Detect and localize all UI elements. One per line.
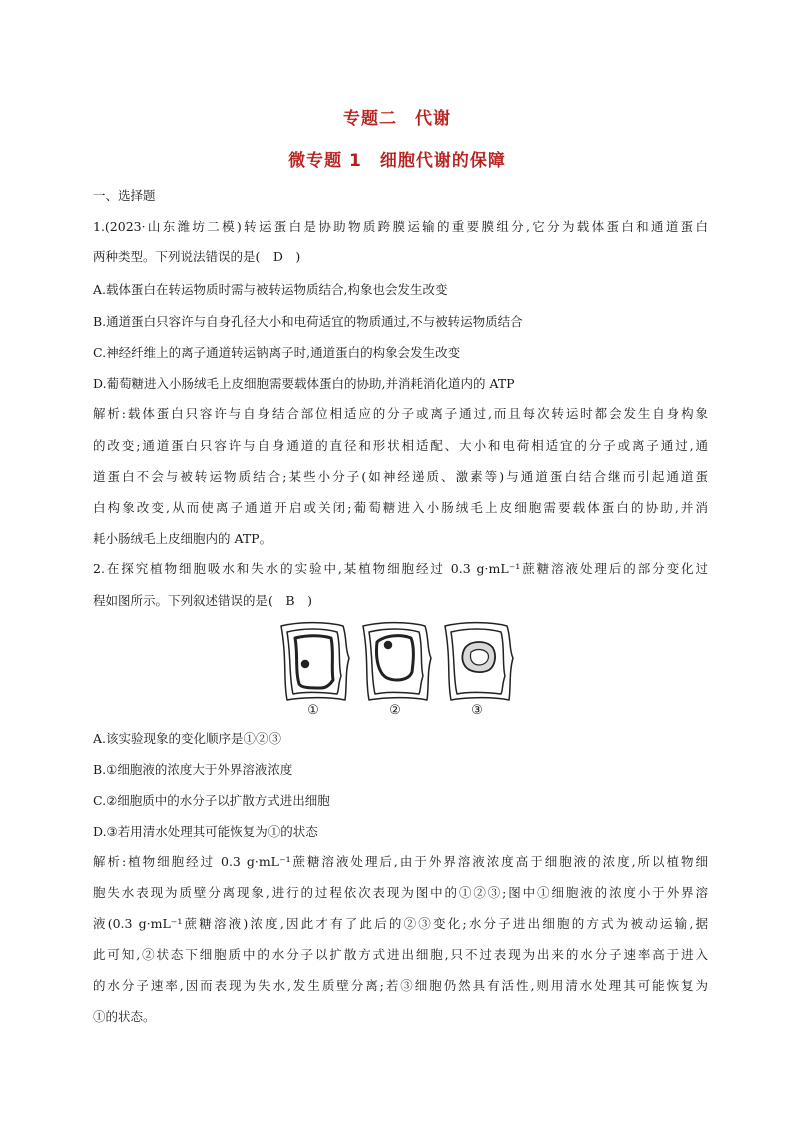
figure-label-2: ② bbox=[389, 703, 401, 718]
q2-analysis-line-1: 解析:植物细胞经过 0.3 g·mL⁻¹蔗糖溶液处理后,由于外界溶液浓度高于细胞液的浓度,所以植物细 bbox=[93, 854, 708, 869]
q2-analysis-line-2: 胞失水表现为质壁分离现象,进行的过程依次表现为图中的①②③;图中①细胞液的浓度小于外界溶 bbox=[93, 885, 708, 900]
q2-stem-line-2: 程如图所示。下列叙述错误的是( B ) bbox=[93, 593, 312, 608]
cell-2-drawing bbox=[363, 623, 431, 700]
q2-analysis-line-4: 此可知,②状态下细胞质中的水分子以扩散方式进出细胞,只不过表现为出来的水分子速率高于进入 bbox=[93, 947, 708, 962]
q1-analysis-line-5: 耗小肠绒毛上皮细胞内的 ATP。 bbox=[93, 531, 273, 546]
cell-3-drawing bbox=[445, 623, 513, 700]
q1-analysis-line-3: 道蛋白不会与被转运物质结合;某些小分子(如神经递质、激素等)与通道蛋白结合继而引起通道蛋 bbox=[93, 469, 708, 484]
q1-option-d: D.葡萄糖进入小肠绒毛上皮细胞需要载体蛋白的协助,并消耗消化道内的 ATP bbox=[93, 376, 515, 391]
q2-option-c: C.②细胞质中的水分子以扩散方式进出细胞 bbox=[93, 793, 330, 808]
section-title: 一、选择题 bbox=[93, 188, 156, 203]
q2-analysis-line-6: ①的状态。 bbox=[93, 1009, 156, 1024]
q2-analysis-line-3: 液(0.3 g·mL⁻¹蔗糖溶液)浓度,因此才有了此后的②③变化;水分子进出细胞的方式为被动运输,据 bbox=[93, 916, 708, 931]
q1-option-a: A.载体蛋白在转运物质时需与被转运物质结合,构象也会发生改变 bbox=[93, 282, 448, 297]
q1-stem-line-1: 1.(2023·山东潍坊二模)转运蛋白是协助物质跨膜运输的重要膜组分,它分为载体蛋白和通道蛋白 bbox=[93, 219, 708, 234]
q1-analysis-line-1: 解析:载体蛋白只容许与自身结合部位相适应的分子或离子通过,而且每次转运时都会发生自身构象 bbox=[93, 406, 708, 421]
q2-option-a: A.该实验现象的变化顺序是①②③ bbox=[93, 731, 282, 746]
q1-analysis-line-2: 的改变;通道蛋白只容许与自身通道的直径和形状相适配、大小和电荷相适宜的分子或离子通过,通 bbox=[93, 438, 708, 453]
figure-label-1: ① bbox=[307, 703, 319, 718]
topic-title: 专题二 代谢 bbox=[343, 109, 451, 129]
q2-option-d: D.③若用清水处理其可能恢复为①的状态 bbox=[93, 824, 318, 839]
plasmolysis-cells-drawing bbox=[275, 620, 515, 702]
q1-analysis-line-4: 白构象改变,从而使离子通道开启或关闭;葡萄糖进入小肠绒毛上皮细胞需要载体蛋白的协助,并消 bbox=[93, 500, 708, 515]
q2-stem-line-1: 2.在探究植物细胞吸水和失水的实验中,某植物细胞经过 0.3 g·mL⁻¹蔗糖溶液处理后的部分变化过 bbox=[93, 561, 708, 576]
cell-1-drawing bbox=[281, 623, 349, 700]
q1-option-b: B.通道蛋白只容许与自身孔径大小和电荷适宜的物质通过,不与被转运物质结合 bbox=[93, 314, 523, 329]
q1-option-c: C.神经纤维上的离子通道转运钠离子时,通道蛋白的构象会发生改变 bbox=[93, 345, 461, 360]
plasmolysis-figure bbox=[275, 620, 515, 722]
subtopic-title: 微专题 1 细胞代谢的保障 bbox=[288, 151, 506, 171]
q1-stem-line-2: 两种类型。下列说法错误的是( D ) bbox=[93, 249, 301, 264]
figure-label-3: ③ bbox=[471, 703, 483, 718]
q2-analysis-line-5: 的水分子速率,因而表现为失水,发生质壁分离;若③细胞仍然具有活性,则用清水处理其可能恢复为 bbox=[93, 978, 708, 993]
q2-option-b: B.①细胞液的浓度大于外界溶液浓度 bbox=[93, 762, 293, 777]
